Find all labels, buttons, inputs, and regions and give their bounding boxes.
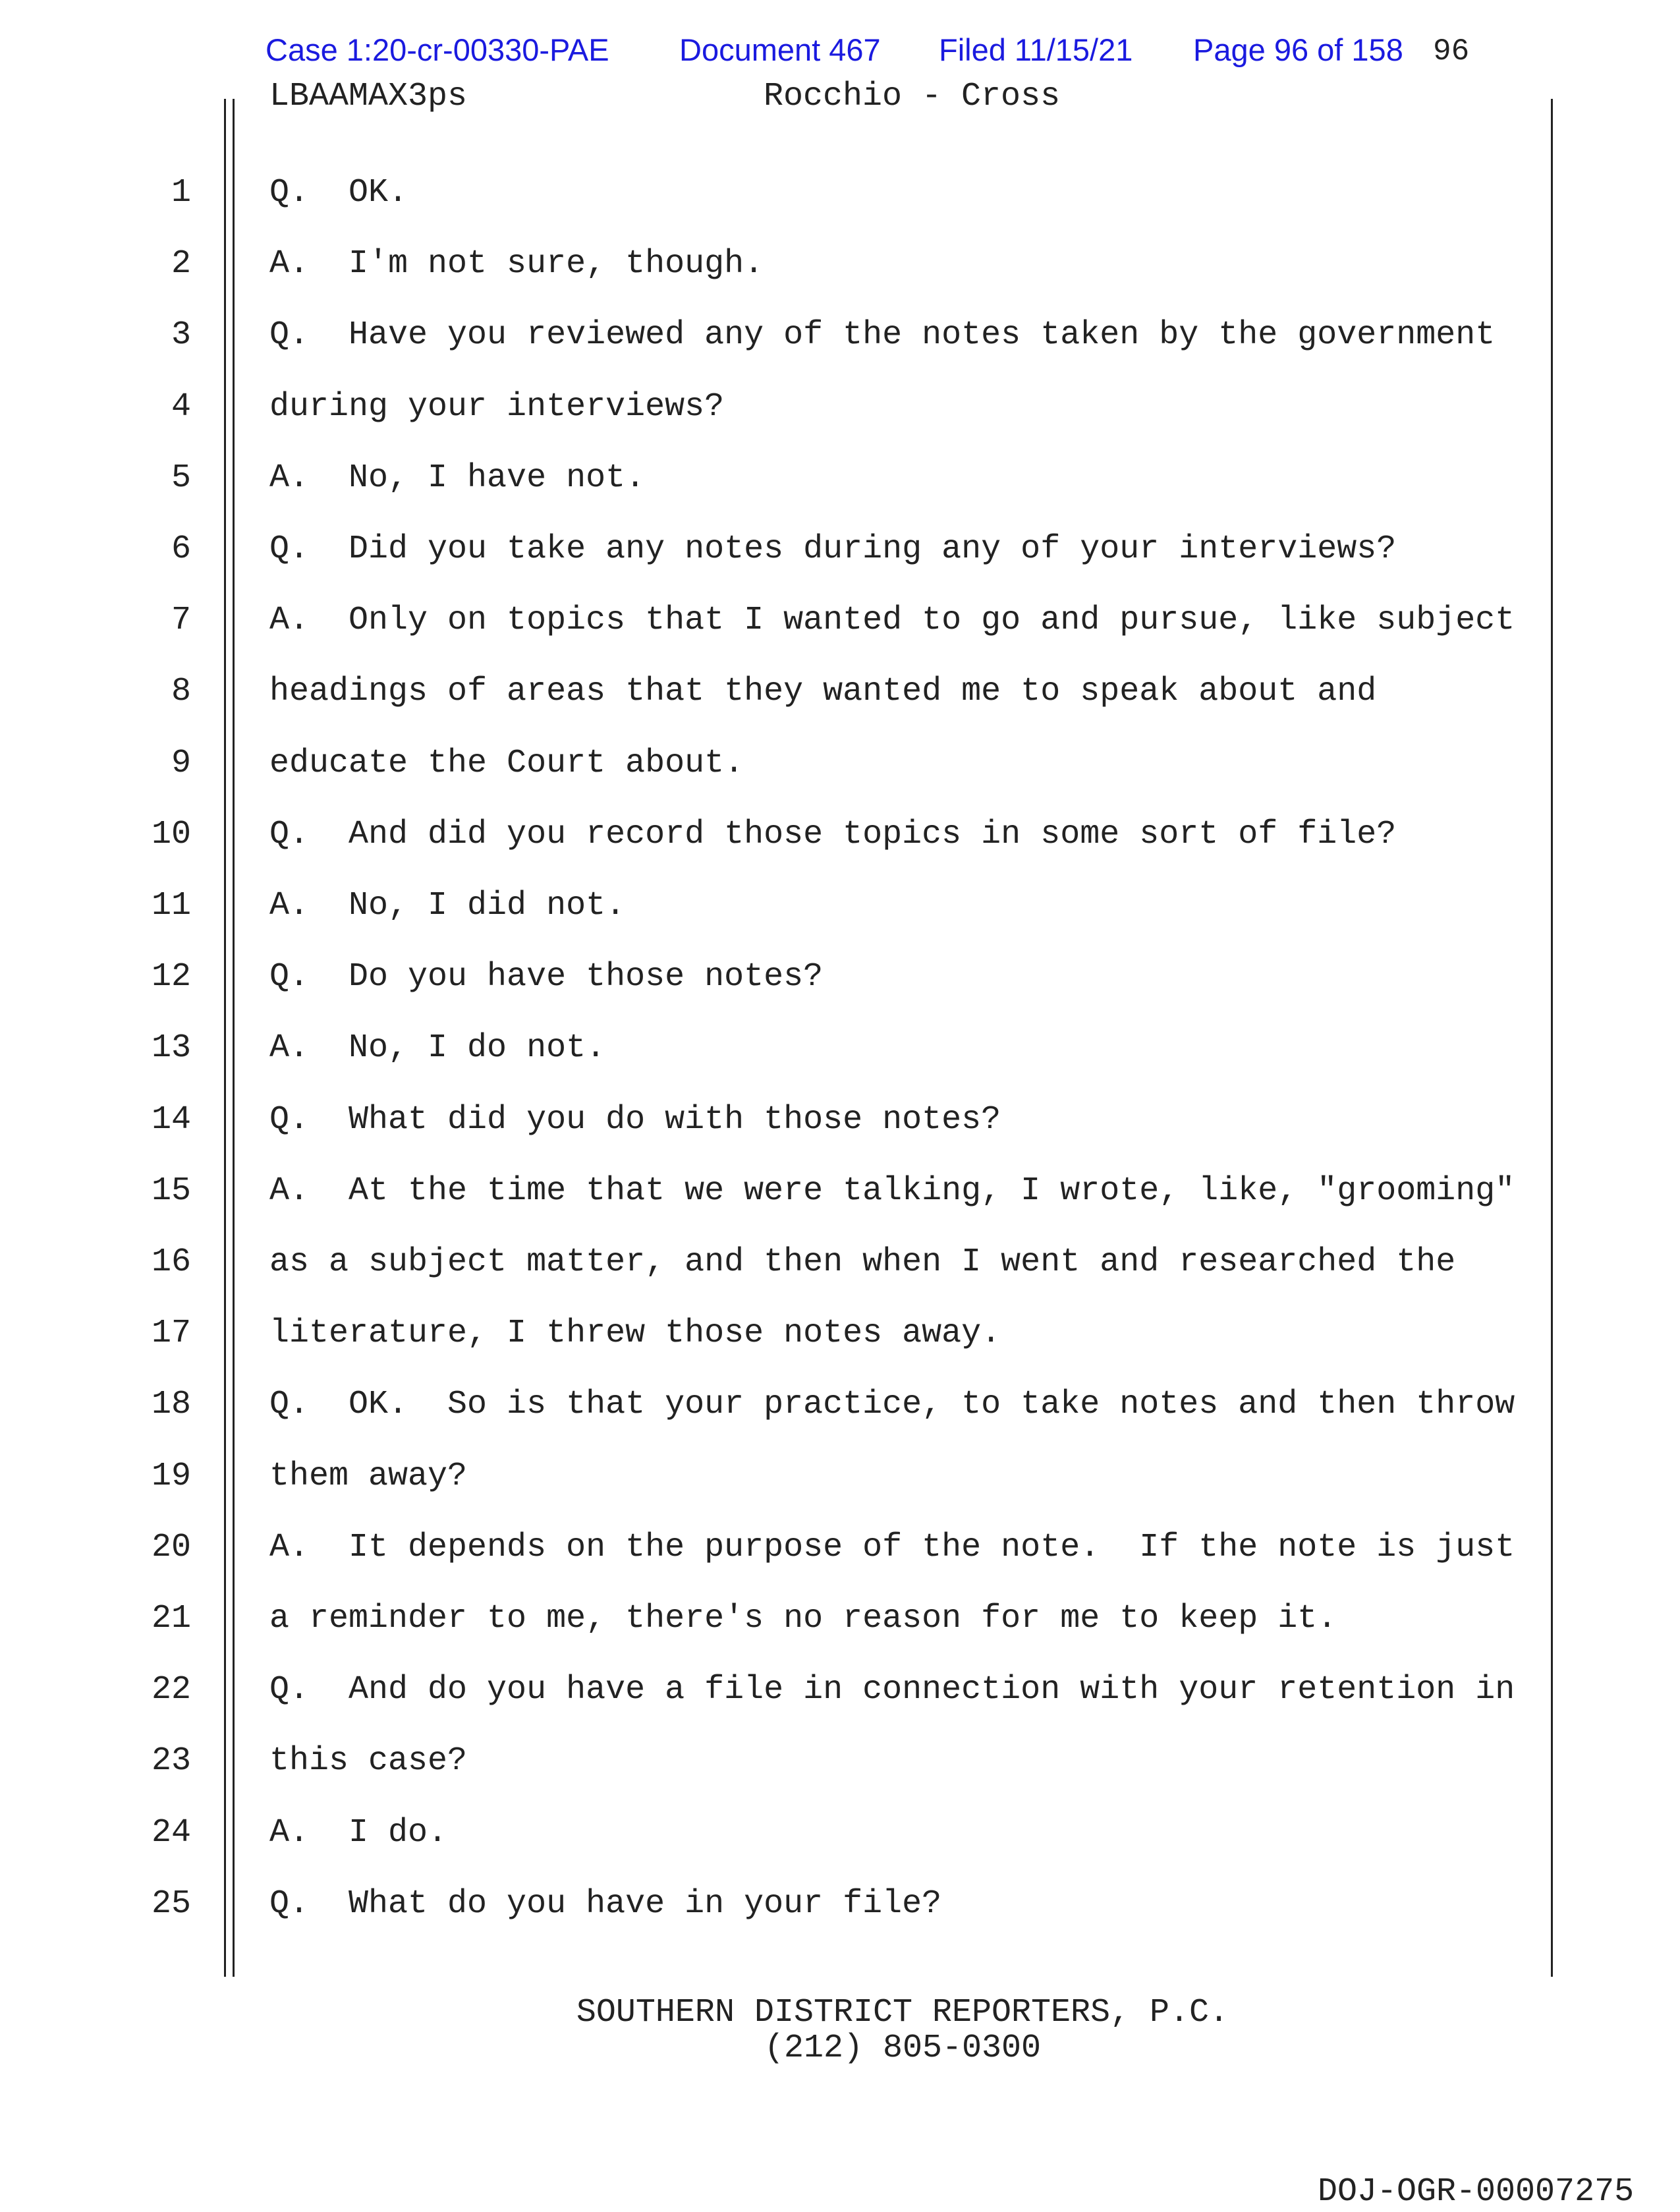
transcript-line: Q. OK.: [269, 174, 408, 212]
transcript-line: A. No, I do not.: [269, 1029, 606, 1067]
line-number: 20: [151, 1528, 191, 1566]
transcript-line: as a subject matter, and then when I went and researched the: [269, 1243, 1456, 1281]
transcript-line: Q. Have you reviewed any of the notes taken by the government: [269, 316, 1496, 354]
transcript-line: them away?: [269, 1457, 468, 1495]
case-number: Case 1:20-cr-00330-PAE: [266, 32, 609, 67]
line-number: 10: [151, 815, 191, 853]
transcript-line: A. No, I have not.: [269, 459, 646, 497]
reporter-phone: (212) 805-0300: [764, 2029, 1042, 2067]
line-number: 14: [151, 1100, 191, 1139]
line-number: 8: [171, 673, 191, 711]
transcript-line: Q. What did you do with those notes?: [269, 1100, 1001, 1139]
line-number: 11: [151, 887, 191, 924]
witness-heading: Rocchio - Cross: [764, 78, 1061, 115]
transcript-line: A. I do.: [269, 1813, 448, 1852]
transcript-code: LBAAMAX3ps: [269, 78, 468, 115]
line-number: 6: [171, 530, 191, 568]
bates-number: DOJ-OGR-00007275: [1318, 2173, 1635, 2211]
page-count: Page 96 of 158: [1193, 32, 1403, 67]
transcript-line: headings of areas that they wanted me to speak about and: [269, 673, 1377, 711]
filed-date: Filed 11/15/21: [939, 32, 1133, 67]
line-number: 12: [151, 958, 191, 996]
transcript-line: during your interviews?: [269, 387, 725, 426]
left-margin-rule: [224, 99, 226, 1977]
line-number: 18: [151, 1386, 191, 1424]
transcript-line: this case?: [269, 1742, 468, 1780]
line-number: 19: [151, 1457, 191, 1495]
line-number: 1: [171, 174, 191, 212]
line-number: 7: [171, 602, 191, 640]
transcript-line: A. No, I did not.: [269, 887, 626, 924]
line-number: 21: [151, 1600, 191, 1637]
line-number: 2: [171, 245, 191, 283]
transcript-line: A. Only on topics that I wanted to go and pursue, like subject: [269, 602, 1515, 640]
transcript-line: literature, I threw those notes away.: [269, 1315, 1001, 1353]
transcript-line: a reminder to me, there's no reason for me to keep it.: [269, 1600, 1337, 1637]
transcript-line: Q. And do you have a file in connection with your retention in: [269, 1671, 1515, 1709]
line-number: 16: [151, 1243, 191, 1281]
line-number: 4: [171, 387, 191, 426]
transcript-line: A. It depends on the purpose of the note. If the note is just: [269, 1528, 1515, 1566]
line-number: 15: [151, 1172, 191, 1210]
line-number: 3: [171, 316, 191, 354]
line-number: 25: [151, 1885, 191, 1923]
right-margin-rule: [1551, 99, 1553, 1977]
transcript-line: Q. What do you have in your file?: [269, 1885, 942, 1923]
transcript-line: A. I'm not sure, though.: [269, 245, 764, 283]
transcript-line: Q. And did you record those topics in some sort of file?: [269, 815, 1397, 853]
transcript-line: A. At the time that we were talking, I wrote, like, "grooming": [269, 1172, 1515, 1210]
line-number: 17: [151, 1315, 191, 1353]
line-number: 5: [171, 459, 191, 497]
line-number: 13: [151, 1029, 191, 1067]
transcript-line: Q. Did you take any notes during any of your interviews?: [269, 530, 1397, 568]
transcript-line: Q. OK. So is that your practice, to take notes and then throw: [269, 1386, 1515, 1424]
page-number: 96: [1433, 34, 1470, 69]
transcript-line: Q. Do you have those notes?: [269, 958, 824, 996]
line-number: 23: [151, 1742, 191, 1780]
transcript-line: educate the Court about.: [269, 744, 744, 782]
line-number: 22: [151, 1671, 191, 1709]
line-number: 9: [171, 744, 191, 782]
document-number: Document 467: [679, 32, 881, 67]
line-number: 24: [151, 1813, 191, 1852]
reporter-name: SOUTHERN DISTRICT REPORTERS, P.C.: [576, 1994, 1229, 2031]
left-margin-rule: [233, 99, 235, 1977]
